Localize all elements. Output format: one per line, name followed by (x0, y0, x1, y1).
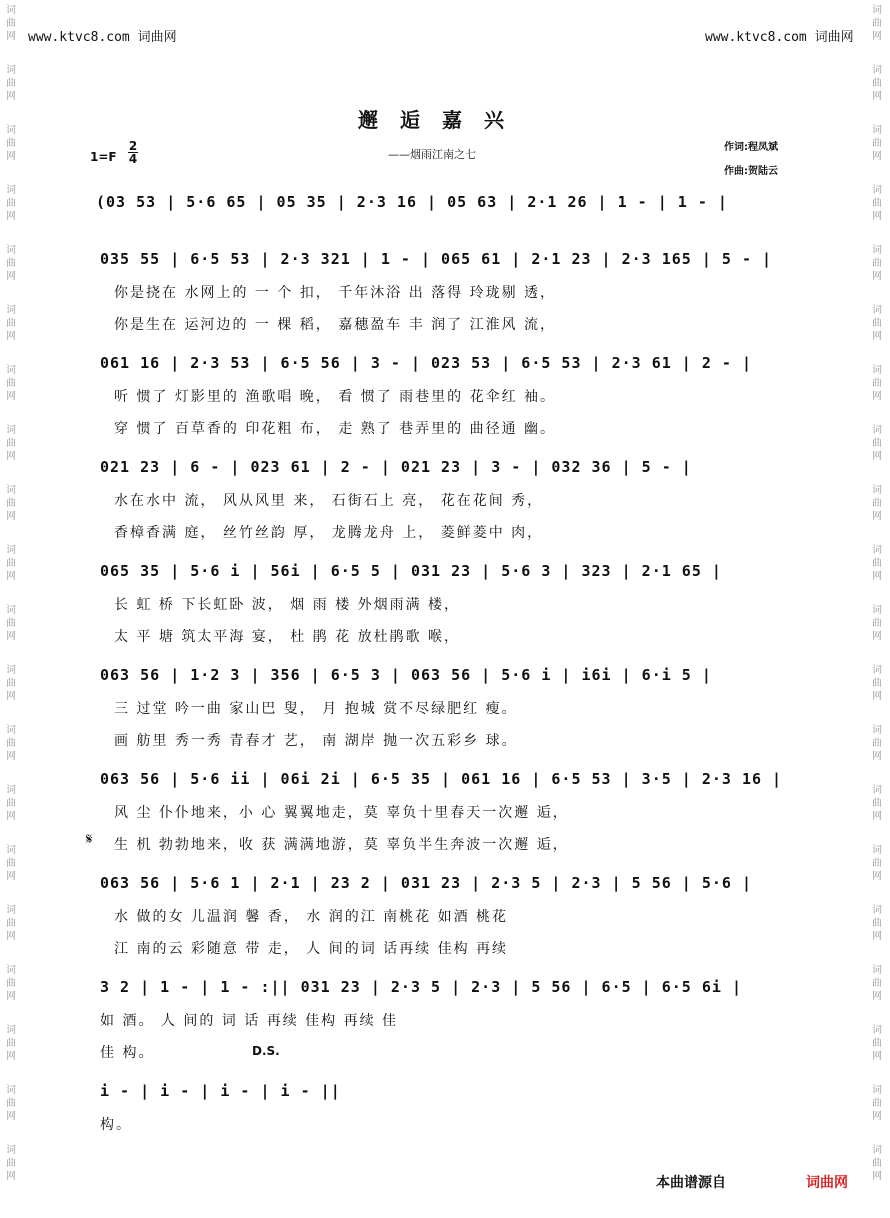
side-watermark: 词曲网 (6, 65, 16, 102)
key-signature: 1=F (90, 150, 117, 164)
lyric-row-7-verse-2: 生 机 勃勃地来，收 获 满满地游，莫 辜负半生奔波一次邂 逅， (114, 837, 569, 853)
score-row-5: 065 35 | 5·6 i | 56i | 6·5 5 | 031 23 | 5·6 3 | 323 | 2·1 65 | (100, 562, 722, 580)
side-watermark: 词曲网 (6, 665, 16, 702)
subtitle: ——烟雨江南之七 (388, 148, 476, 161)
side-watermark: 词曲网 (6, 245, 16, 282)
score-row-9: 3 2 | 1 - | 1 - :|| 031 23 | 2·3 5 | 2·3 | 5 56 | 6·5 | 6·5 6i | (100, 978, 742, 996)
lyric-row-6-verse-2: 画 舫里 秀一秀 青春才 艺， 南 湖岸 抛一次五彩乡 球。 (114, 733, 518, 749)
watermark-brand-text: 词曲网 (814, 30, 854, 45)
score-row-10: i - | i - | i - | i - || (100, 1082, 341, 1100)
side-watermark: 词曲网 (6, 905, 16, 942)
lyric-row-3-verse-1: 听 惯了 灯影里的 渔歌唱 晚， 看 惯了 雨巷里的 花伞红 袖。 (114, 389, 557, 405)
side-watermark: 词曲网 (872, 365, 882, 402)
side-watermark: 词曲网 (6, 305, 16, 342)
lyric-row-9-verse-1: 如 酒。 人 间的 词 话 再续 佳构 再续 佳 (100, 1013, 399, 1029)
side-watermark: 词曲网 (6, 365, 16, 402)
segno-sign: 𝄋 (86, 830, 93, 848)
watermark-url-right[interactable] (705, 26, 854, 45)
side-watermark: 词曲网 (872, 305, 882, 342)
lyric-row-5-verse-1: 长 虹 桥 下长虹卧 波， 烟 雨 楼 外烟雨满 楼， (114, 597, 461, 613)
score-row-6: 063 56 | 1·2 3 | 356 | 6·5 3 | 063 56 | 5·6 i | i6i | 6·i 5 | (100, 666, 712, 684)
score-row-4: 021 23 | 6 - | 023 61 | 2 - | 021 23 | 3 - | 032 36 | 5 - | (100, 458, 692, 476)
lyric-row-5-verse-2: 太 平 塘 筑太平海 宴， 杜 鹃 花 放杜鹃歌 喉， (114, 629, 461, 645)
lyric-row-4-verse-1: 水在水中 流， 风从风里 来， 石街石上 亮， 花在花间 秀， (114, 493, 544, 509)
lyric-row-2-verse-2: 你是生在 运河边的 一 棵 稻， 嘉穗盈车 丰 润了 江淮风 流， (114, 317, 557, 333)
dal-segno-marking: D.S. (252, 1044, 280, 1058)
side-watermark: 词曲网 (872, 665, 882, 702)
lyric-row-4-verse-2: 香樟香满 庭， 丝竹丝韵 厚， 龙腾龙舟 上， 菱鲜菱中 肉， (114, 525, 544, 541)
page-title: 邂逅嘉兴 (358, 108, 526, 132)
side-watermark: 词曲网 (6, 485, 16, 522)
score-row-3: 061 16 | 2·3 53 | 6·5 56 | 3 - | 023 53 | 6·5 53 | 2·3 61 | 2 - | (100, 354, 752, 372)
score-row-8: 063 56 | 5·6 1 | 2·1 | 23 2 | 031 23 | 2·3 5 | 2·3 | 5 56 | 5·6 | (100, 874, 752, 892)
score-row-7: 063 56 | 5·6 ii | 06i 2i | 6·5 35 | 061 16 | 6·5 53 | 3·5 | 2·3 16 | (100, 770, 783, 788)
side-watermark: 词曲网 (6, 605, 16, 642)
composer-credit: 作曲:贺陆云 (724, 166, 778, 177)
side-watermark: 词曲网 (6, 425, 16, 462)
side-watermark: 词曲网 (6, 845, 16, 882)
lyric-row-6-verse-1: 三 过堂 吟一曲 家山巴 叟， 月 抱城 赏不尽绿肥红 瘦。 (114, 701, 518, 717)
lyric-row-9-verse-2: 佳 构。 (100, 1045, 155, 1061)
side-watermark: 词曲网 (6, 965, 16, 1002)
side-watermark: 词曲网 (872, 1085, 882, 1122)
lyric-row-8-verse-2: 江 南的云 彩随意 带 走， 人 间的词 话再续 佳构 再续 (114, 941, 509, 957)
side-watermark: 词曲网 (872, 425, 882, 462)
side-watermark: 词曲网 (872, 845, 882, 882)
time-signature (128, 140, 138, 165)
side-watermark: 词曲网 (6, 1145, 16, 1182)
lyric-row-7-verse-1: 风 尘 仆仆地来，小 心 翼翼地走，莫 辜负十里春天一次邂 逅， (114, 805, 569, 821)
score-row-2: 035 55 | 6·5 53 | 2·3 321 | 1 - | 065 61 | 2·1 23 | 2·3 165 | 5 - | (100, 250, 773, 268)
side-watermark: 词曲网 (872, 725, 882, 762)
source-brand-link[interactable]: 词曲网 (806, 1175, 848, 1191)
watermark-url-left[interactable] (28, 26, 177, 45)
side-watermark: 词曲网 (872, 1145, 882, 1182)
side-watermark: 词曲网 (872, 125, 882, 162)
side-watermark: 词曲网 (6, 185, 16, 222)
side-watermark: 词曲网 (6, 1025, 16, 1062)
side-watermark: 词曲网 (6, 1085, 16, 1122)
lyricist-credit: 作词:程凤斌 (724, 142, 778, 153)
lyric-row-10: 构。 (100, 1117, 132, 1133)
source-label: 本曲谱源自 (656, 1175, 726, 1191)
side-watermark: 词曲网 (872, 965, 882, 1002)
side-watermark: 词曲网 (872, 545, 882, 582)
side-watermark: 词曲网 (872, 905, 882, 942)
score-row-1: (03 53 | 5·6 65 | 05 35 | 2·3 16 | 05 63 | 2·1 26 | 1 - | 1 - | (96, 193, 728, 211)
side-watermark: 词曲网 (872, 605, 882, 642)
watermark-url-text: www.ktvc8.com (28, 30, 130, 45)
side-watermark: 词曲网 (872, 245, 882, 282)
side-watermark: 词曲网 (872, 485, 882, 522)
watermark-brand-text: 词曲网 (137, 30, 177, 45)
side-watermark: 词曲网 (6, 125, 16, 162)
side-watermark: 词曲网 (6, 785, 16, 822)
right-watermark-strip (866, 0, 890, 1218)
side-watermark: 词曲网 (6, 545, 16, 582)
side-watermark: 词曲网 (872, 5, 882, 42)
side-watermark: 词曲网 (872, 1025, 882, 1062)
time-sig-bottom: 4 (128, 152, 138, 166)
lyric-row-3-verse-2: 穿 惯了 百草香的 印花粗 布， 走 熟了 巷弄里的 曲径通 幽。 (114, 421, 557, 437)
side-watermark: 词曲网 (872, 185, 882, 222)
watermark-url-text: www.ktvc8.com (705, 30, 807, 45)
time-sig-top: 2 (128, 139, 138, 153)
side-watermark: 词曲网 (6, 725, 16, 762)
side-watermark: 词曲网 (872, 65, 882, 102)
lyric-row-2-verse-1: 你是挠在 水网上的 一 个 扣， 千年沐浴 出 落得 玲珑剔 透， (114, 285, 557, 301)
side-watermark: 词曲网 (872, 785, 882, 822)
side-watermark: 词曲网 (6, 5, 16, 42)
left-watermark-strip (0, 0, 24, 1218)
lyric-row-8-verse-1: 水 做的女 儿温润 馨 香， 水 润的江 南桃花 如酒 桃花 (114, 909, 509, 925)
